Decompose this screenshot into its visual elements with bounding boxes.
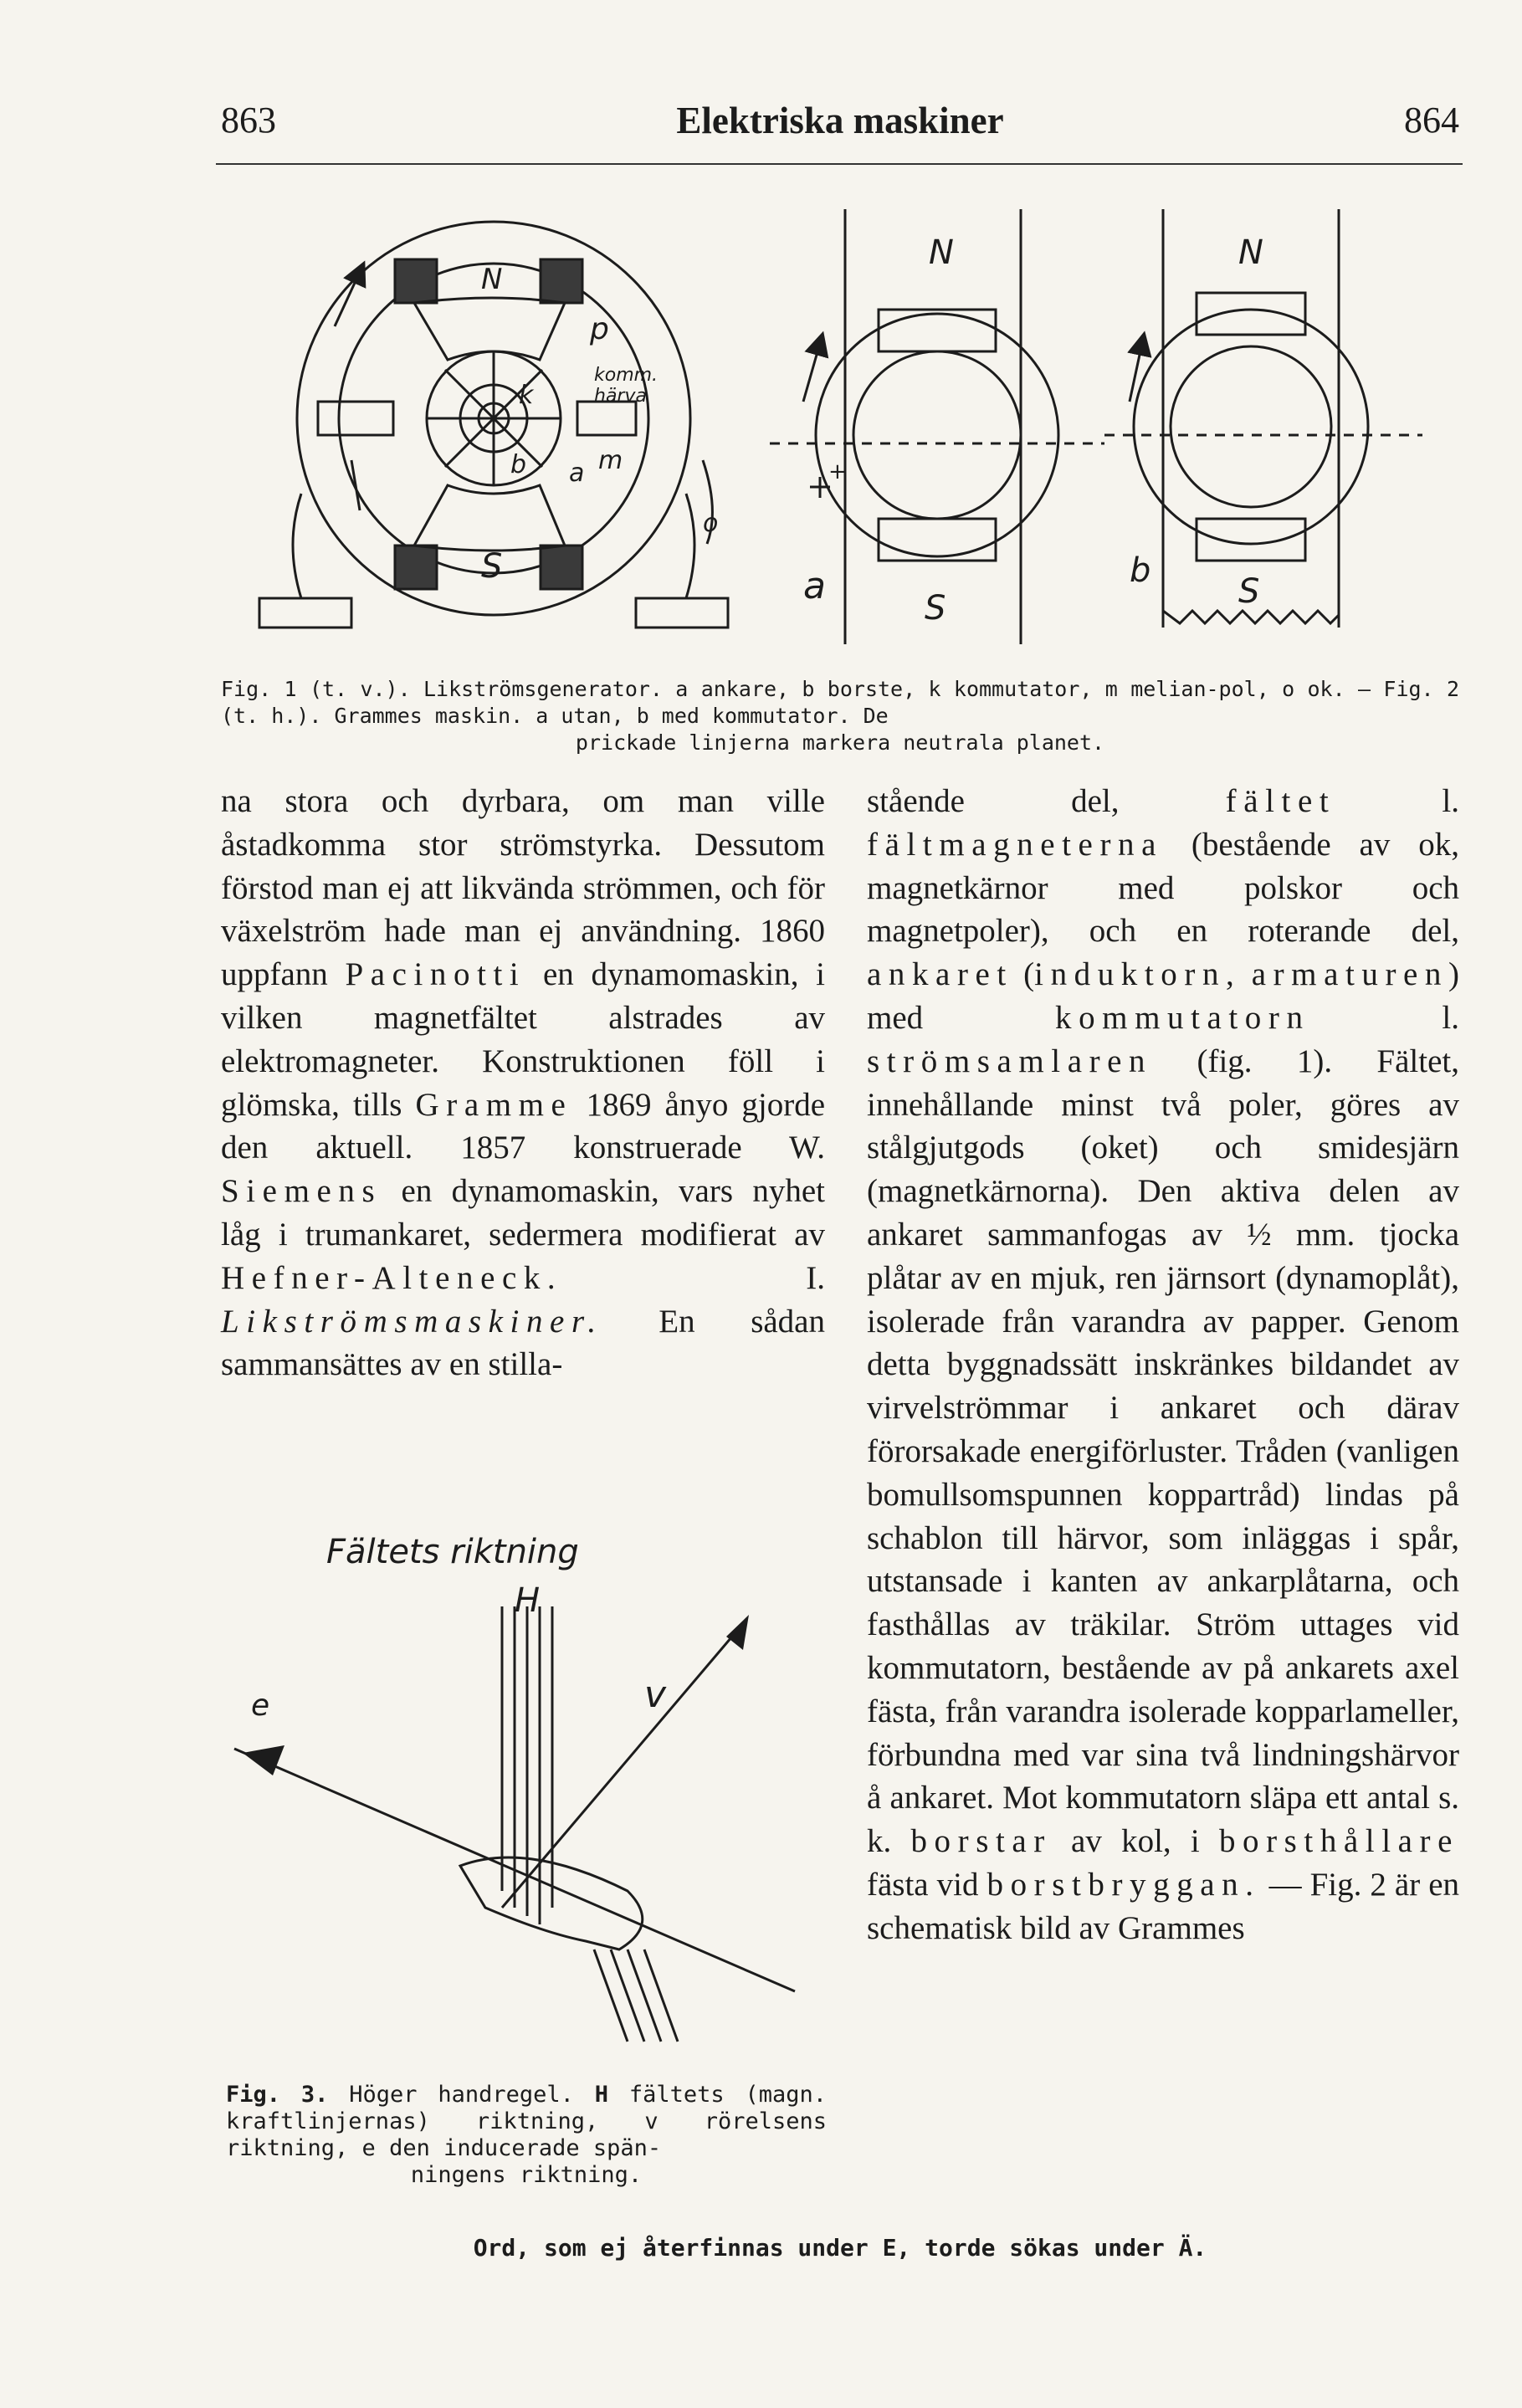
fig1-label-o: o [703,509,719,538]
fig1-caption-text: (t. v.). Likströmsgenerator. a ankare, b borste, k kommutator, m melian-pol, o ok. — [309,677,1371,701]
right-text-6: l. [1442,999,1459,1036]
right-text-3: (bestående av ok, magnetkärnor med polskor och magnetpoler), och en roterande del, [867,826,1459,950]
right-text-9: fästa vid [867,1866,979,1903]
name-hefner-alteneck: Hefner-Alteneck. [221,1259,563,1296]
fig2-caption-text: (t. h.). Grammes maskin. a utan, b med kommutator. De [221,704,889,728]
right-column [867,780,1459,1950]
fig3-handwritten-caption: Fältets riktning [326,1533,579,1571]
right-column-paragraph [867,780,1459,1950]
term-borsthallare: borsthållare [1218,1823,1459,1860]
name-pacinotti: Pacinotti [345,956,526,993]
fig3-caption-last: ningens riktning. [410,2162,643,2188]
page-header [221,99,1459,157]
fig2b-label-b: b [1130,551,1151,590]
term-ankaret: ankaret [867,956,1013,993]
left-text-2: en dynamomaskin, i vilken magnetfältet alstrades av elektromagneter. Konstruktionen föll i glömska, tills [221,956,826,1123]
right-text-1: stående del, [867,783,1120,819]
term-borstbryggan: borstbryggan. [986,1866,1261,1903]
left-text-4: en dynamomaskin, vars nyhet låg i trumankaret, sedermera modifierat av [221,1173,826,1253]
fig1-label-k: k [519,381,534,410]
name-siemens: Siemens [221,1173,382,1210]
fig3-caption-text-2: fältets (magn. kraftlinjernas) riktning, v rörelsens riktning, e den inducerade spän- [226,2082,827,2161]
figures-1-2-illustration [251,192,1473,661]
fig3-label-v: v [644,1673,667,1716]
term-kommutatorn: kommutatorn [1055,999,1310,1036]
right-text-8: av kol, i [1071,1823,1200,1860]
figures-1-2-caption [221,676,1459,756]
fig2b-label-S: S [1238,572,1260,611]
left-text-3: 1869 ånyo gjorde den aktuell. 1857 konstruerade W. [221,1086,826,1166]
left-text-5: En sådan sammansättes av en stilla- [221,1303,825,1383]
fig2b-gramme-ring-commutator-drawing [1104,209,1422,628]
right-text-2: l. [1442,783,1459,819]
fig2a-label-plus: + [828,459,847,484]
section-number: I. [806,1259,825,1296]
fig3-caption-label: Fig. 3. [226,2082,329,2108]
fig2-caption-label: Fig. 2 [1383,677,1459,701]
fig3-caption-H: H [594,2082,608,2108]
left-column [221,780,825,1386]
right-text-4: ( [1023,956,1035,993]
figure-3-caption [226,2082,827,2189]
fig1-label-b: b [510,450,527,479]
fig1-caption-label: Fig. 1 [221,677,297,701]
fig1-label-komm: komm. [594,365,659,386]
fig3-right-hand-rule-illustration [226,1590,812,2075]
left-text-1: na stora och dyrbara, om man ville åstadkomma stor strömstyrka. Dessutom förstod man ej att likvända strömmen, och för växelström hade man ej användning. 1860 uppfann [221,783,825,993]
term-borstar: borstar [910,1823,1052,1860]
fig2a-label-S: S [925,589,946,628]
fig1-label-a: a [569,459,585,488]
fig3-label-e: e [251,1688,270,1723]
term-induktorn: induktorn, [1034,956,1242,993]
fig2a-label-N: N [929,233,954,272]
page-number-right: 864 [1404,100,1459,141]
fig3-caption-text-1: Höger handregel. [349,2082,574,2108]
fig2a-label-a: a [803,565,826,607]
term-faltmagneterna: fältmagneterna [867,826,1163,863]
term-stromsamlaren: strömsamlaren [867,1043,1153,1079]
right-text-10: — Fig. 2 är en schematisk bild av Grammes [867,1866,1460,1946]
fig1-label-harva: härva [594,386,647,407]
page-number-left: 863 [221,100,276,141]
fig1-label-S: S [481,547,503,586]
term-faltet: fältet [1225,783,1336,819]
fig1-label-N: N [481,263,503,296]
fig3-label-H: H [515,1581,541,1620]
section-title: Likströmsmaskiner. [221,1303,603,1340]
name-gramme: Gramme [415,1086,573,1123]
header-rule [216,163,1463,165]
right-text-7: (fig. 1). Fältet, innehållande minst två poler, göres av stålgjutgods (oket) och smidesjärn (magnetkärnorna). Den aktiva delen av ankaret sammanfogas av ½ mm. tjocka plåtar av en mjuk, ren järnsort (dynamoplåt), isolerade från varandra av papper. Genom detta byggnadssätt inskränkes bildandet av virvelströmmar i ankaret och därav förorsakade energiförluster. Tråden (vanligen bomullsomspunnen koppartråd) lindas på schablon till härvor, som inläggas i spår, utstansade i kanten av ankarplåtarna, och fasthållas av träkilar. Ström uttages vid kommutatorn, bestående av på ankarets axel fästa, från varandra isolerade kopparlameller, förbundna med var sina två lindningshärvor å ankaret. Mot kommutatorn släpa ett antal s. k. [867,1043,1459,1860]
page-footer-note: Ord, som ej återfinnas under E, torde sökas under Ä. [473,2234,1207,2262]
page-title: Elektriska maskiner [676,100,1004,141]
left-column-paragraph [221,780,825,1386]
fig1-label-m: m [598,446,623,475]
fig1-label-p: p [590,312,609,346]
right-text-5: ) med [867,956,1459,1036]
term-armaturen: armaturen [1251,956,1448,993]
caption-line-3: prickade linjerna markera neutrala planet. [575,730,1105,755]
fig2b-label-N: N [1238,233,1263,272]
